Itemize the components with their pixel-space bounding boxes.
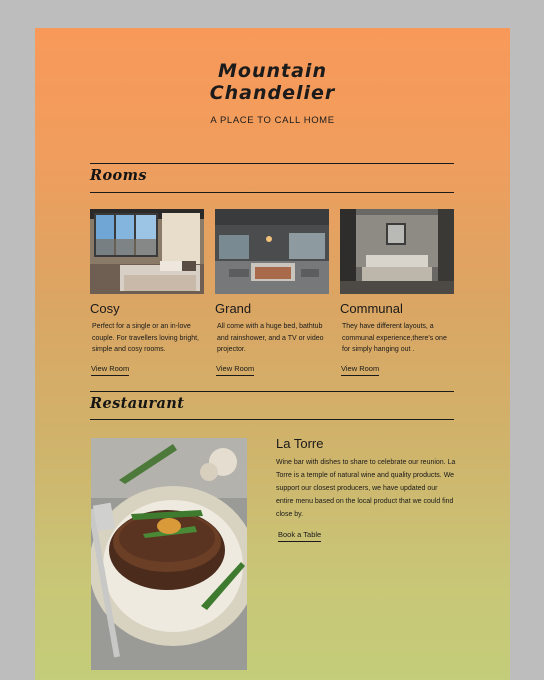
room-photo-cosy [90,209,204,294]
logo-line-2: Chandelier [209,82,336,104]
divider-restaurant-bottom [90,419,454,420]
room-image-communal[interactable] [340,209,454,294]
book-table-link[interactable]: Book a Table [278,530,321,542]
room-photo-communal [340,209,454,294]
room-image-cosy[interactable] [90,209,204,294]
page-canvas [35,28,510,680]
room-title-grand: Grand [215,301,252,316]
room-photo-grand [215,209,329,294]
restaurant-description: Wine bar with dishes to share to celebrate our reunion. La Torre is a temple of natural wine and quality products. We support our closest producers, we have updated our entire menu based on the local product that we could find close by. [276,459,456,518]
rooms-heading: Rooms [90,167,147,184]
room-description-cosy: Perfect for a single or an in-love couple. For travellers loving bright, simple and cosy rooms. [92,323,199,353]
view-room-grand-link[interactable]: View Room [216,364,254,376]
room-title-cosy: Cosy [90,301,120,316]
site-logo[interactable] [35,60,510,104]
restaurant-heading: Restaurant [90,395,185,412]
room-title-communal: Communal [340,301,403,316]
divider-rooms-top [90,163,454,164]
restaurant-name: La Torre [276,436,324,451]
view-room-communal-link[interactable]: View Room [341,364,379,376]
steak-dish-photo [91,438,247,670]
divider-rooms-bottom [90,192,454,193]
room-description-grand: All come with a huge bed, bathtub and rainshower, and a TV or video projector. [217,323,324,353]
room-image-grand[interactable] [215,209,329,294]
restaurant-image [91,438,247,670]
logo-line-1: Mountain [218,60,327,82]
divider-restaurant-top [90,391,454,392]
tagline: A PLACE TO CALL HOME [210,115,335,126]
view-room-cosy-link[interactable]: View Room [91,364,129,376]
room-description-communal: They have different layouts, a communal experience,there's one for simply hanging out . [342,323,447,353]
